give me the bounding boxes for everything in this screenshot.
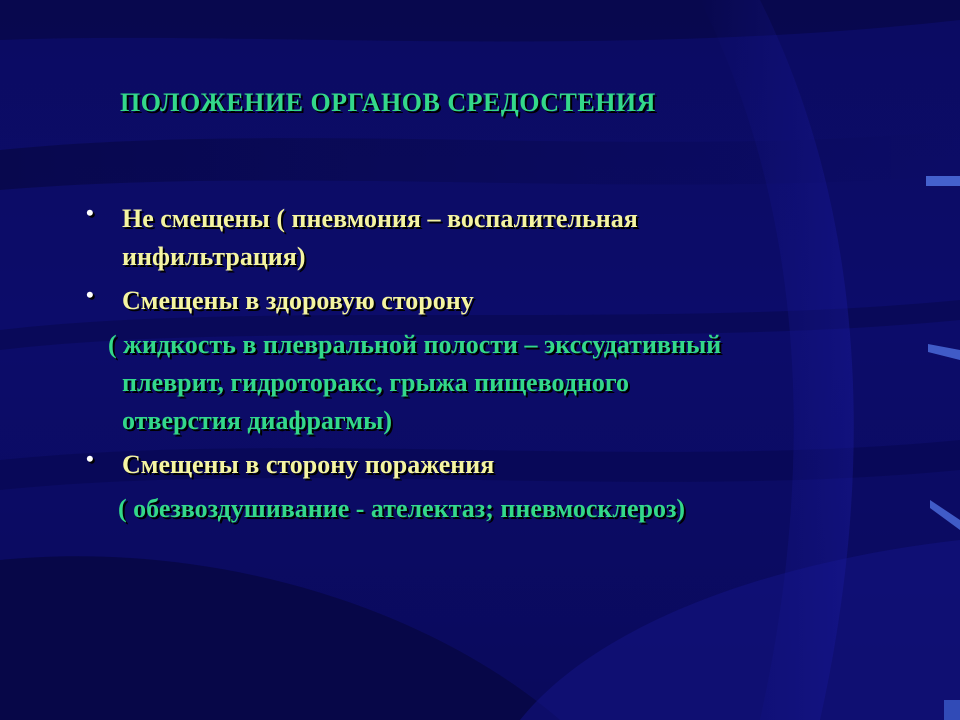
bg-streak — [930, 500, 960, 530]
bullet-icon: • — [86, 282, 94, 307]
bullet-icon: • — [86, 446, 94, 471]
bg-streak — [928, 344, 960, 360]
bg-band — [0, 556, 560, 720]
list-item — [86, 446, 886, 528]
slide-title: ПОЛОЖЕНИЕ ОРГАНОВ СРЕДОСТЕНИЯ — [120, 88, 656, 117]
sub-text: плеврит, гидроторакс, грыжа пищеводного — [122, 368, 629, 397]
bullet-icon: • — [86, 200, 94, 225]
sub-text: отверстия диафрагмы) — [122, 406, 393, 435]
item-text: инфильтрация) — [122, 242, 306, 271]
sub-text: ( жидкость в плевральной полости – экссудативный — [108, 330, 722, 359]
item-text: Не смещены ( пневмония – воспалительная — [122, 204, 638, 233]
list-item — [86, 200, 886, 276]
sub-text: ( обезвоздушивание - ателектаз; пневмосклероз) — [118, 494, 686, 523]
bg-band — [0, 0, 960, 42]
item-text: Смещены в здоровую сторону — [122, 286, 474, 315]
bullet-list — [86, 200, 886, 528]
bg-streak — [926, 176, 960, 186]
bg-band — [520, 540, 960, 720]
list-item — [86, 282, 886, 440]
bg-streak — [944, 700, 960, 720]
item-text: Смещены в сторону поражения — [122, 450, 495, 479]
